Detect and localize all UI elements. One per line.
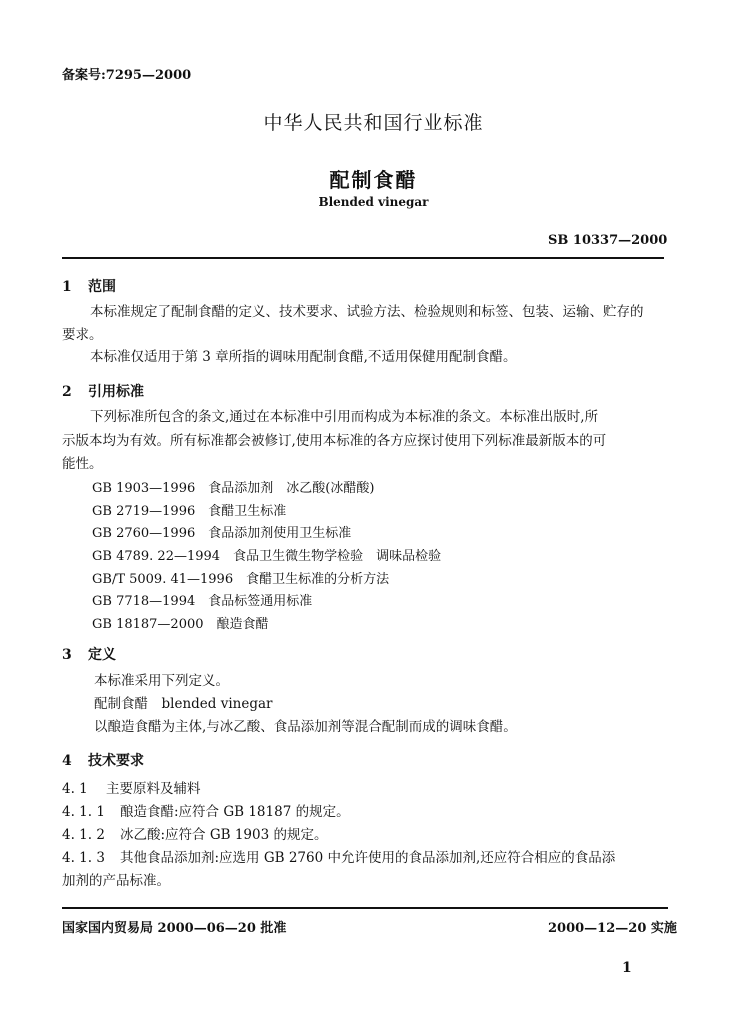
reference-item: GB 2760—1996 食品添加剂使用卫生标准	[92, 526, 352, 541]
reference-item: GB 18187—2000 酿造食醋	[92, 617, 269, 632]
approval-line: 国家国内贸易局 2000—06—20 批准	[62, 921, 287, 936]
reference-item: GB 4789. 22—1994 食品卫生微生物学检验 调味品检验	[92, 549, 442, 564]
references-para-line-2: 示版本均为有效。所有标准都会被修订,使用本标准的各方应探讨使用下列标准最新版本的可	[62, 433, 607, 449]
document-title-en: Blended vinegar	[318, 195, 429, 209]
reference-item: GB/T 5009. 41—1996 食醋卫生标准的分析方法	[92, 572, 390, 587]
clause-4-1-2: 4. 1. 2 冰乙酸:应符合 GB 1903 的规定。	[62, 827, 328, 843]
references-para-line-1: 下列标准所包含的条文,通过在本标准中引用而构成为本标准的条文。本标准出版时,所	[90, 409, 599, 425]
definitions-intro: 本标准采用下列定义。	[94, 673, 229, 689]
header-rule	[62, 257, 664, 259]
section-2-heading: 2 引用标准	[62, 384, 144, 400]
scope-para-2: 本标准仅适用于第 3 章所指的调味用配制食醋,不适用保健用配制食醋。	[90, 349, 517, 365]
scope-para-1-line-2: 要求。	[62, 327, 103, 343]
document-title-cn: 配制食醋	[329, 168, 418, 192]
definition-term: 配制食醋 blended vinegar	[94, 696, 273, 712]
clause-4-1-3-line-2: 加剂的产品标准。	[62, 873, 170, 889]
clause-4-1-3: 4. 1. 3 其他食品添加剂:应选用 GB 2760 中允许使用的食品添加剂,还应符合相应的食品添	[62, 850, 616, 866]
section-1-heading: 1 范围	[62, 279, 116, 295]
national-standard-title: 中华人民共和国行业标准	[263, 112, 484, 134]
footer-rule	[62, 907, 668, 909]
page-number: 1	[622, 960, 632, 976]
reference-item: GB 7718—1994 食品标签通用标准	[92, 594, 313, 609]
scope-para-1-line-1: 本标准规定了配制食醋的定义、技术要求、试验方法、检验规则和标签、包装、运输、贮存的	[90, 304, 644, 320]
reference-item: GB 1903—1996 食品添加剂 冰乙酸(冰醋酸)	[92, 481, 375, 496]
effective-date: 2000—12—20 实施	[548, 921, 677, 936]
filing-number: 备案号:7295—2000	[62, 68, 192, 83]
clause-4-1-1: 4. 1. 1 酿造食醋:应符合 GB 18187 的规定。	[62, 804, 350, 820]
references-para-line-3: 能性。	[62, 456, 103, 472]
clause-4-1: 4. 1 主要原料及辅料	[62, 781, 201, 797]
standard-code: SB 10337—2000	[548, 233, 668, 248]
section-3-heading: 3 定义	[62, 647, 116, 663]
reference-item: GB 2719—1996 食醋卫生标准	[92, 504, 287, 519]
section-4-heading: 4 技术要求	[62, 753, 144, 769]
definition-text: 以酿造食醋为主体,与冰乙酸、食品添加剂等混合配制而成的调味食醋。	[94, 719, 517, 735]
